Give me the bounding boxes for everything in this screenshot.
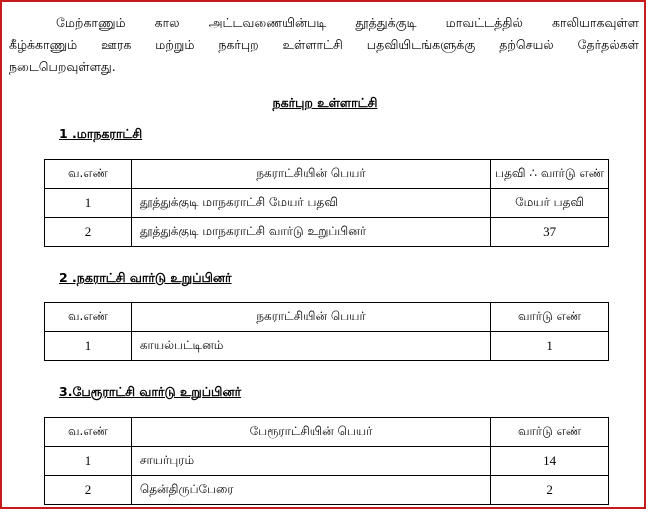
section-3-table bbox=[44, 417, 609, 505]
column-header: வ.எண் bbox=[45, 160, 132, 189]
section-3-heading: 3.பேரூராட்சி வார்டு உறுப்பினர் bbox=[59, 384, 242, 399]
intro-word: உள்ளாட்சி bbox=[282, 37, 343, 52]
intro-word: மாவட்டத்தில் bbox=[445, 15, 523, 30]
intro-word: ஊரக bbox=[101, 37, 132, 52]
main-heading: நகர்புற உள்ளாட்சி bbox=[272, 95, 378, 110]
intro-line-3 bbox=[9, 56, 639, 78]
intro-line-1 bbox=[9, 12, 639, 34]
section-1-heading: 1 .மாநகராட்சி bbox=[59, 126, 143, 141]
intro-word: அட்டவணையின்படி bbox=[208, 15, 327, 30]
name-cell: தென்திருப்பேரை bbox=[131, 476, 490, 505]
column-header: பேரூராட்சியின் பெயர் bbox=[131, 418, 490, 447]
intro-word: கால bbox=[154, 15, 180, 30]
intro-word: தேர்தல்கள் bbox=[577, 37, 639, 52]
intro-word: மற்றும் bbox=[155, 37, 195, 52]
table-row bbox=[45, 218, 609, 247]
intro-word: காலியாகவுள்ள bbox=[551, 15, 639, 30]
serial-cell: 1 bbox=[45, 332, 132, 361]
section-2-heading: 2 .நகராட்சி வார்டு உறுப்பினர் bbox=[59, 270, 232, 285]
intro-word: கீழ்க்காணும் bbox=[9, 37, 78, 52]
serial-cell: 1 bbox=[45, 189, 132, 218]
table-row bbox=[45, 332, 609, 361]
serial-cell: 2 bbox=[45, 476, 132, 505]
intro-word: நகர்புற bbox=[218, 37, 259, 52]
name-cell: தூத்துக்குடி மாநகராட்சி வார்டு உறுப்பினர் bbox=[131, 218, 490, 247]
intro-word: பதவியிடங்களுக்கு bbox=[366, 37, 476, 52]
name-cell: காயல்பட்டினம் bbox=[131, 332, 490, 361]
intro-word: தூத்துக்குடி bbox=[355, 15, 417, 30]
name-cell: தூத்துக்குடி மாநகராட்சி மேயர் பதவி bbox=[131, 189, 490, 218]
column-header: வ.எண் bbox=[45, 418, 132, 447]
table-row bbox=[45, 447, 609, 476]
table-header-row bbox=[45, 303, 609, 332]
name-cell: சாயர்புரம் bbox=[131, 447, 490, 476]
column-header: வார்டு எண் bbox=[491, 418, 609, 447]
ward-cell: மேயர் பதவி bbox=[491, 189, 609, 218]
column-header: வ.எண் bbox=[45, 303, 132, 332]
column-header: நகராட்சியின் பெயர் bbox=[131, 160, 490, 189]
table-header-row bbox=[45, 418, 609, 447]
ward-cell: 1 bbox=[491, 332, 609, 361]
table-header-row bbox=[45, 160, 609, 189]
intro-line-2 bbox=[9, 34, 639, 56]
serial-cell: 2 bbox=[45, 218, 132, 247]
section-2-table bbox=[44, 302, 609, 361]
table-row bbox=[45, 189, 609, 218]
intro-word: மேற்காணும் bbox=[56, 15, 126, 30]
column-header: வார்டு எண் bbox=[491, 303, 609, 332]
table-row bbox=[45, 476, 609, 505]
column-header: நகராட்சியின் பெயர் bbox=[131, 303, 490, 332]
section-1-table bbox=[44, 159, 609, 247]
intro-word: தற்செயல் bbox=[499, 37, 554, 52]
column-header: பதவி ∴ வார்டு எண் bbox=[491, 160, 609, 189]
serial-cell: 1 bbox=[45, 447, 132, 476]
ward-cell: 2 bbox=[491, 476, 609, 505]
intro-word: நடைபெறவுள்ளது. bbox=[9, 59, 116, 74]
intro-paragraph bbox=[9, 12, 639, 78]
ward-cell: 37 bbox=[491, 218, 609, 247]
ward-cell: 14 bbox=[491, 447, 609, 476]
